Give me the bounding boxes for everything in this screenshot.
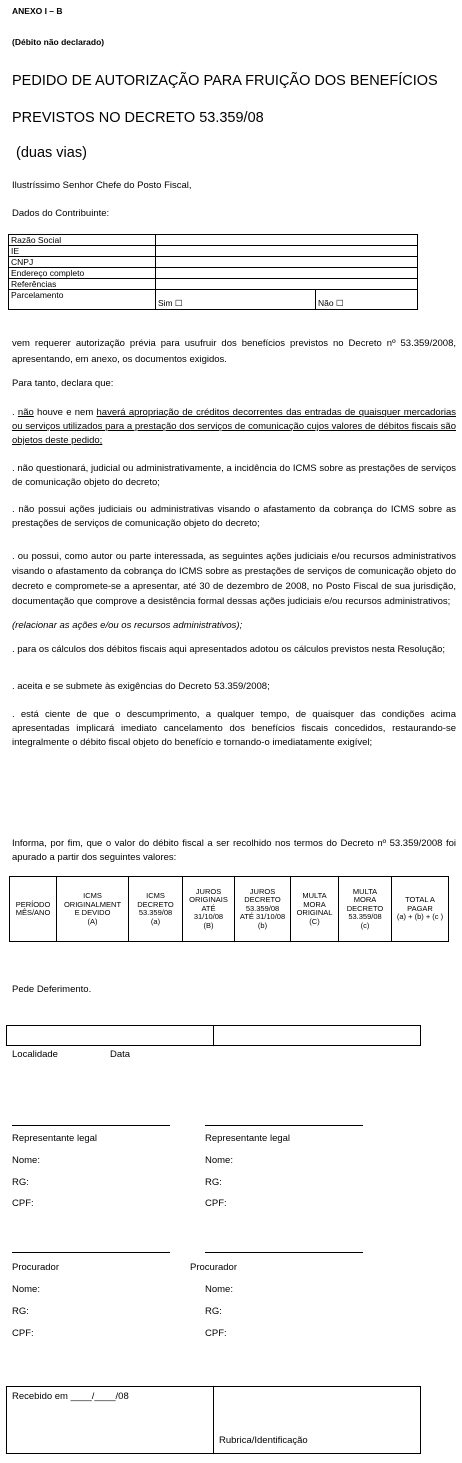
sim-label: Sim (158, 298, 173, 308)
header-text: 31/10/08 (193, 912, 224, 922)
header-text: JUROS (249, 886, 276, 896)
recebido-box[interactable] (6, 1386, 214, 1454)
nao-label: Não (318, 298, 334, 308)
rep-label-2: Representante legal (205, 1133, 291, 1144)
rep-cpf-2: CPF: (205, 1198, 227, 1209)
header-text: (A) (87, 916, 98, 926)
input-cell[interactable] (156, 235, 418, 246)
proc-cpf-2: CPF: (205, 1328, 227, 1339)
localidade-field[interactable] (6, 1025, 214, 1046)
declaration-item-4-note: (relacionar as ações e/ou os recursos administrativos); (12, 620, 243, 631)
header-text: ICMS (146, 891, 165, 900)
row-label: Razão Social (9, 235, 156, 246)
header-icms-original (57, 877, 129, 942)
header-text: (a) (150, 916, 161, 926)
declaration-item-2: . não questionará, judicial ou administrativamente, a incidência do ICMS sobre as prestações de serviços de comunicação objeto do decreto; (12, 463, 456, 488)
table-row (9, 246, 418, 257)
signature-line-rep-2 (205, 1125, 363, 1126)
rep-nome-1: Nome: (12, 1155, 40, 1166)
signature-line-proc-1 (12, 1252, 170, 1253)
row-label: Referências (9, 279, 156, 290)
header-text: (B) (203, 920, 214, 930)
table-row (10, 877, 449, 942)
item1-middle: houve e nem (33, 407, 97, 418)
sim-cell[interactable] (156, 290, 316, 310)
declaration-item-6: . aceita e se submete às exigências do Decreto 53.359/2008; (12, 681, 270, 692)
proc-rg-1: RG: (12, 1306, 29, 1317)
header-multa-decreto (339, 877, 392, 942)
row-label: Parcelamento (9, 290, 156, 310)
header-text: ATÉ 31/10/08 (239, 912, 286, 922)
header-text: ATÉ (201, 903, 216, 913)
header-text: ORIGINAIS (189, 895, 228, 905)
signature-line-proc-2 (205, 1252, 363, 1253)
table-row (9, 279, 418, 290)
nao-cell[interactable] (316, 290, 418, 310)
request-paragraph: vem requerer autorização prévia para usufruir dos benefícios previstos no Decreto nº 53.359/2008, apresentando, em anexo, os documentos exigidos. (12, 338, 456, 365)
salutation: Ilustríssimo Senhor Chefe do Posto Fiscal, (12, 180, 192, 191)
declaration-item-1 (12, 406, 456, 448)
declaration-item-4: . ou possui, como autor ou parte interessada, as seguintes ações judiciais e/ou recursos administrativos visando o afastamento da cobrança do ICMS sobre as prestações de serviços de comunicação objeto do decreto e compromete-se a apresentar, até 30 de dezembro de 2008, no Posto Fiscal de sua jurisdição, documentação que comprove a desistência formal dessas ações judiciais e/ou recursos administrativos; (12, 551, 456, 607)
contributor-table (8, 234, 418, 310)
row-label: IE (9, 246, 156, 257)
header-juros-decreto (235, 877, 291, 942)
data-label: Data (110, 1049, 131, 1060)
header-periodo (10, 877, 57, 942)
header-text: DECRETO (244, 895, 281, 905)
header-text: DECRETO (137, 899, 174, 909)
rubrica-label: Rubrica/Identificação (219, 1435, 308, 1446)
input-cell[interactable] (156, 279, 418, 290)
annex-subtitle: (Débito não declarado) (12, 37, 105, 47)
input-cell[interactable] (156, 257, 418, 268)
item1-prefix: . (12, 407, 18, 418)
proc-label-2: Procurador (190, 1262, 237, 1273)
header-text: (b) (257, 920, 268, 930)
header-text: JUROS (195, 886, 222, 896)
table-row (9, 235, 418, 246)
proc-cpf-1: CPF: (12, 1328, 34, 1339)
header-text: ORIGINALMENT (63, 899, 122, 909)
header-text: TOTAL A (405, 895, 435, 905)
declares-label: Para tanto, declara que: (12, 378, 114, 389)
annex-label: ANEXO I – B (12, 6, 63, 16)
header-juros-originais (183, 877, 235, 942)
proc-rg-2: RG: (205, 1306, 222, 1317)
row-label: CNPJ (9, 257, 156, 268)
header-text: MORA (353, 895, 377, 905)
row-label: Endereço completo (9, 268, 156, 279)
signature-line-rep-1 (12, 1125, 170, 1126)
header-text: PAGAR (407, 903, 433, 913)
rep-nome-2: Nome: (205, 1155, 233, 1166)
proc-nome-1: Nome: (12, 1284, 40, 1295)
input-cell[interactable] (156, 246, 418, 257)
table-row (9, 268, 418, 279)
data-field[interactable] (213, 1025, 421, 1046)
rep-rg-2: RG: (205, 1177, 222, 1188)
input-cell[interactable] (156, 268, 418, 279)
header-text: (a) + (b) + (c ) (396, 912, 444, 922)
contrib-heading: Dados do Contribuinte: (12, 208, 110, 219)
header-text: ICMS (83, 891, 102, 900)
pede-deferimento: Pede Deferimento. (12, 984, 92, 995)
recebido-label: Recebido em ____/____/08 (12, 1391, 129, 1402)
title-line-3: (duas vias) (16, 145, 87, 161)
header-text: (c) (360, 920, 370, 930)
header-total (392, 877, 449, 942)
title-line-2: PREVISTOS NO DECRETO 53.359/08 (12, 110, 264, 126)
proc-label-1: Procurador (12, 1262, 59, 1273)
title-line-1: PEDIDO DE AUTORIZAÇÃO PARA FRUIÇÃO DOS BENEFÍCIOS (12, 73, 438, 89)
sim-checkbox[interactable]: ☐ (175, 298, 183, 308)
header-text: DECRETO (346, 903, 384, 913)
table-row (9, 290, 418, 310)
rep-label-1: Representante legal (12, 1133, 98, 1144)
header-text: (C) (309, 916, 320, 926)
header-text: MORA (303, 899, 326, 909)
header-text: MULTA (352, 886, 378, 896)
rubrica-box[interactable] (213, 1386, 421, 1454)
header-text: PERÍODO (15, 899, 51, 909)
rep-rg-1: RG: (12, 1177, 29, 1188)
header-text: MULTA (302, 891, 327, 900)
header-icms-decreto (129, 877, 183, 942)
localidade-label: Localidade (12, 1049, 58, 1060)
header-text: 53.359/08 (138, 908, 173, 917)
header-text: E DEVIDO (74, 908, 111, 917)
header-text: ORIGINAL (296, 908, 333, 917)
item1-underlined-2: haverá apropriação de créditos decorrentes das entradas de quaisquer mercadorias ou serviços utilizados para a prestação dos serviços de comunicação cujos valores de débitos fiscais são objetos deste pedido; (12, 407, 457, 446)
informa-paragraph: Informa, por fim, que o valor do débito fiscal a ser recolhido nos termos do Decreto nº 53.359/2008 foi apurado a partir dos seguintes valores: (12, 838, 456, 863)
proc-nome-2: Nome: (205, 1284, 233, 1295)
rep-cpf-1: CPF: (12, 1198, 34, 1209)
values-table (9, 876, 449, 942)
declaration-item-5: . para os cálculos dos débitos fiscais aqui apresentados adotou os cálculos previstos nesta Resolução; (12, 644, 446, 655)
header-text: 53.359/08 (348, 912, 382, 922)
table-row (9, 257, 418, 268)
item1-underlined-1: não (17, 407, 34, 418)
nao-checkbox[interactable]: ☐ (335, 298, 344, 308)
header-multa-original (291, 877, 339, 942)
declaration-item-7: . está ciente de que o descumprimento, a qualquer tempo, de quaisquer das condições acima apresentadas implicará imediato cancelamento dos benefícios fiscais concedidos, restaurando-se integralmente o débito fiscal objeto do benefício e tornando-o imediatamente exigível; (12, 709, 456, 748)
header-text: 53.359/08 (245, 903, 280, 913)
header-text: MÊS/ANO (15, 908, 51, 917)
declaration-item-3: . não possui ações judiciais ou administrativas visando o afastamento da cobrança do ICMS sobre as prestações de serviços de comunicação objeto do decreto; (12, 504, 456, 529)
